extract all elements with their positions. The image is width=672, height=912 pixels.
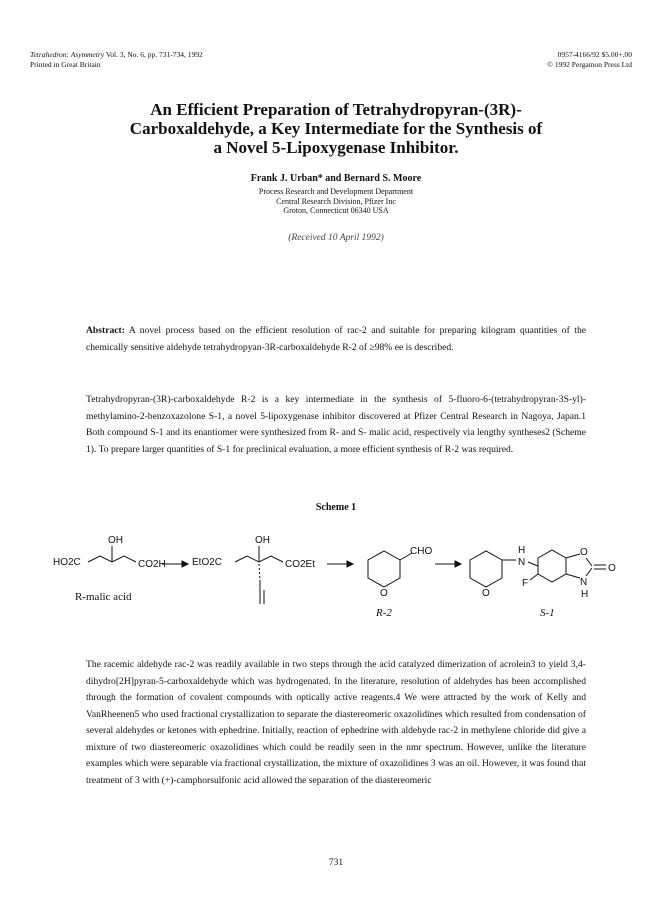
affiliation	[40, 187, 632, 216]
s1-oxazole-o: O	[580, 547, 588, 558]
malic-ho2c: HO2C	[53, 557, 81, 568]
r2-ring-o: O	[380, 588, 388, 599]
received-date: (Received 10 April 1992)	[288, 233, 384, 243]
affiliation-line-1: Process Research and Development Department	[258, 187, 414, 196]
s1-carbonyl-o: O	[608, 563, 616, 574]
page-number: 731	[328, 858, 344, 868]
abstract	[86, 323, 586, 356]
authors: Frank J. Urban* and Bernard S. Moore	[250, 173, 422, 184]
intro-paragraph	[86, 392, 586, 458]
malic-acid-structure	[88, 546, 136, 562]
malic-co2h: CO2H	[138, 559, 166, 570]
title-line-2: Carboxaldehyde, a Key Intermediate for the Synthesis of	[129, 119, 543, 138]
malic-label: R-malic acid	[75, 591, 132, 603]
intro-text: Tetrahydropyran-(3R)-carboxaldehyde R-2 is a key intermediate in the synthesis of 5-fluoro-6-(tetrahydropyran-3S-yl)-methylamino-2-benzoxazolone S-1, a novel 5-lipoxygenase inhibitor discovered at Pfizer Central Research in Nagoya, Japan.1 Both compound S-1 and its enantiomer were synthesized from R- and S- malic acid, respectively via lengthy syntheses2 (Scheme 1). To prepare larger quantities of S-1 for preclinical evaluation, a more efficient synthesis of R-2 was required.	[86, 394, 586, 455]
diester-co2et: CO2Et	[285, 559, 316, 570]
s1-amine-n: N	[518, 557, 526, 568]
title-line-3: a Novel 5-Lipoxygenase Inhibitor.	[213, 138, 459, 157]
malic-oh: OH	[108, 535, 123, 546]
racemic-paragraph	[86, 657, 586, 789]
copyright: © 1992 Pergamon Press Ltd	[547, 60, 632, 69]
issn: 0957-4166/92 $5.00+.00	[557, 50, 632, 59]
r2-label: R-2	[376, 607, 392, 619]
affiliation-line-3: Groton, Connecticut 06340 USA	[283, 206, 389, 215]
s1-oxazole-n: N	[580, 577, 588, 588]
paper-title	[40, 100, 632, 157]
diester-oh: OH	[255, 535, 270, 546]
title-line-1: An Efficient Preparation of Tetrahydropyran-(3R)-	[150, 100, 522, 119]
arrow-2	[327, 561, 353, 567]
abstract-label: Abstract:	[86, 325, 125, 336]
s1-ring-o: O	[482, 588, 490, 599]
r2-cho: CHO	[410, 546, 433, 557]
s1-oxazole-h: H	[581, 589, 589, 600]
s1-label: S-1	[540, 607, 555, 619]
printed-note: Printed in Great Britain	[30, 60, 101, 69]
journal-header-right	[480, 50, 632, 70]
abstract-text: A novel process based on the efficient resolution of rac-2 and suitable for preparing kilogram quantities of the chemically sensitive aldehyde tetrahydropyan-3R-carboxaldehyde R-2 of ≥98% ee is described.	[86, 325, 586, 353]
journal-header-left	[30, 50, 203, 70]
affiliation-line-2: Central Research Division, Pfizer Inc	[276, 196, 396, 206]
racemic-text: The racemic aldehyde rac-2 was readily available in two steps through the acid catalyzed dimerization of acrolein3 to yield 3,4-dihydro[2H]pyran-5-carboxaldehyde which was hydrogenated. In the literature, resolution of aldehydes has been accomplished through the formation of covalent compounds with optically active reagents.4 We were attracted by the work of Kelly and VanRheenen5 who used fractional crystallization to separate the diastereomeric oxazolidines which resulted from condensation of several aldehydes or ketones with ephedrine. Initially, reaction of ephedrine with aldehyde rac-2 in methylene chloride did give a mixture of two diastereomeric oxazolidines which could be readily seen in the nmr spectrum. However, unlike the literature examples which were separable via fractional crystallization, the mixture of oxazolidines 3 was an oil. However, it was found that treatment of 3 with (+)-camphorsulfonic acid allowed the separation of the diastereomeric	[86, 659, 586, 786]
s1-fluorine: F	[522, 578, 529, 589]
pyran-aldehyde-structure	[368, 551, 412, 587]
arrow-3	[435, 561, 461, 567]
s1-amine-h: H	[518, 545, 526, 556]
journal-volume: Vol. 3, No. 6, pp. 731-734, 1992	[105, 50, 203, 59]
allyl-diester-structure	[235, 546, 283, 604]
journal-name: Tetrahedron: Asymmetry	[30, 50, 105, 59]
scheme-1-diagram	[40, 520, 640, 645]
arrow-1	[162, 561, 188, 567]
scheme-title: Scheme 1	[315, 502, 357, 513]
diester-eto2c: EtO2C	[192, 557, 223, 568]
